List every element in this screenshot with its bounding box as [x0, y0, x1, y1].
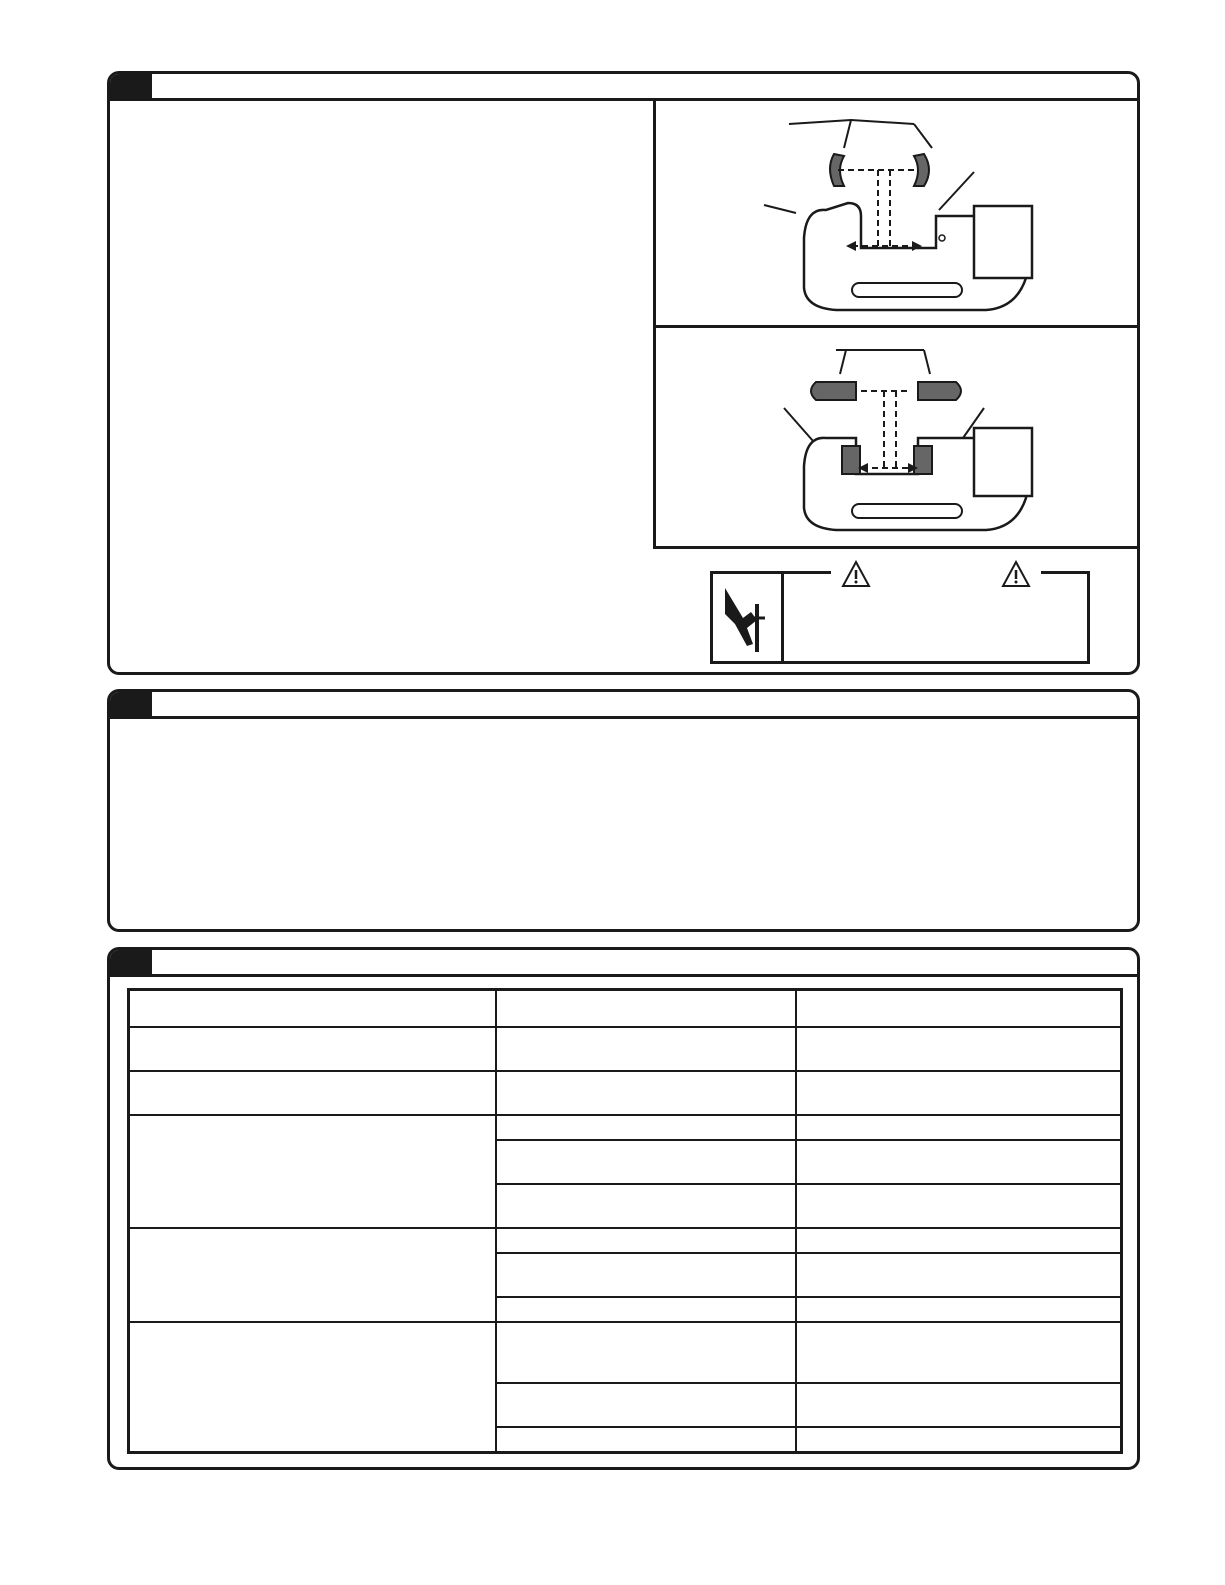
table-cell — [129, 1071, 497, 1115]
table-cell — [496, 1071, 796, 1115]
warning-header — [831, 560, 1041, 588]
table-header-cell — [129, 990, 497, 1028]
figure-crimp-head-c-dies — [653, 98, 1140, 328]
table-cell — [496, 1140, 796, 1184]
table-cell — [496, 1383, 796, 1427]
table-cell — [796, 1140, 1122, 1184]
table-cell — [796, 1027, 1122, 1071]
section-tab — [110, 74, 152, 98]
crimp-head-dies-figure — [656, 328, 1140, 546]
table-cell — [796, 1228, 1122, 1253]
crimp-head-figure — [656, 98, 1140, 325]
section-1 — [107, 71, 1140, 675]
warning-box — [710, 571, 1090, 664]
table-cell — [496, 1322, 796, 1383]
table-cell — [796, 1071, 1122, 1115]
figure-crimp-head-u-dies — [653, 328, 1140, 549]
table-header-cell — [496, 990, 796, 1028]
table-cell — [796, 1253, 1122, 1297]
table-cell — [496, 1427, 796, 1452]
table-cell — [496, 1184, 796, 1228]
table-row — [129, 1027, 1122, 1071]
section-header — [110, 692, 1137, 719]
troubleshooting-table — [127, 988, 1123, 1454]
table-row — [129, 1115, 1122, 1140]
table-cell — [129, 1228, 497, 1322]
caution-triangle-icon — [1001, 560, 1031, 588]
section-tab — [110, 950, 152, 974]
table-cell — [796, 1184, 1122, 1228]
table-cell — [496, 1297, 796, 1322]
hand-pinch-hazard-icon — [713, 574, 784, 661]
table-row — [129, 1322, 1122, 1383]
section-3 — [107, 947, 1140, 1470]
table-cell — [796, 1427, 1122, 1452]
table-cell — [796, 1383, 1122, 1427]
section-tab — [110, 692, 152, 716]
table-header-row — [129, 990, 1122, 1028]
section-header — [110, 74, 1137, 101]
table-cell — [496, 1115, 796, 1140]
table-cell — [496, 1027, 796, 1071]
table-cell — [796, 1297, 1122, 1322]
table-cell — [129, 1115, 497, 1228]
table-cell — [129, 1322, 497, 1452]
table-row — [129, 1228, 1122, 1253]
table-row — [129, 1071, 1122, 1115]
table-cell — [496, 1228, 796, 1253]
table-cell — [496, 1253, 796, 1297]
table-header-cell — [796, 990, 1122, 1028]
caution-triangle-icon — [841, 560, 871, 588]
table-cell — [796, 1322, 1122, 1383]
section-2 — [107, 689, 1140, 932]
section-header — [110, 950, 1137, 977]
table-cell — [129, 1027, 497, 1071]
table-cell — [796, 1115, 1122, 1140]
